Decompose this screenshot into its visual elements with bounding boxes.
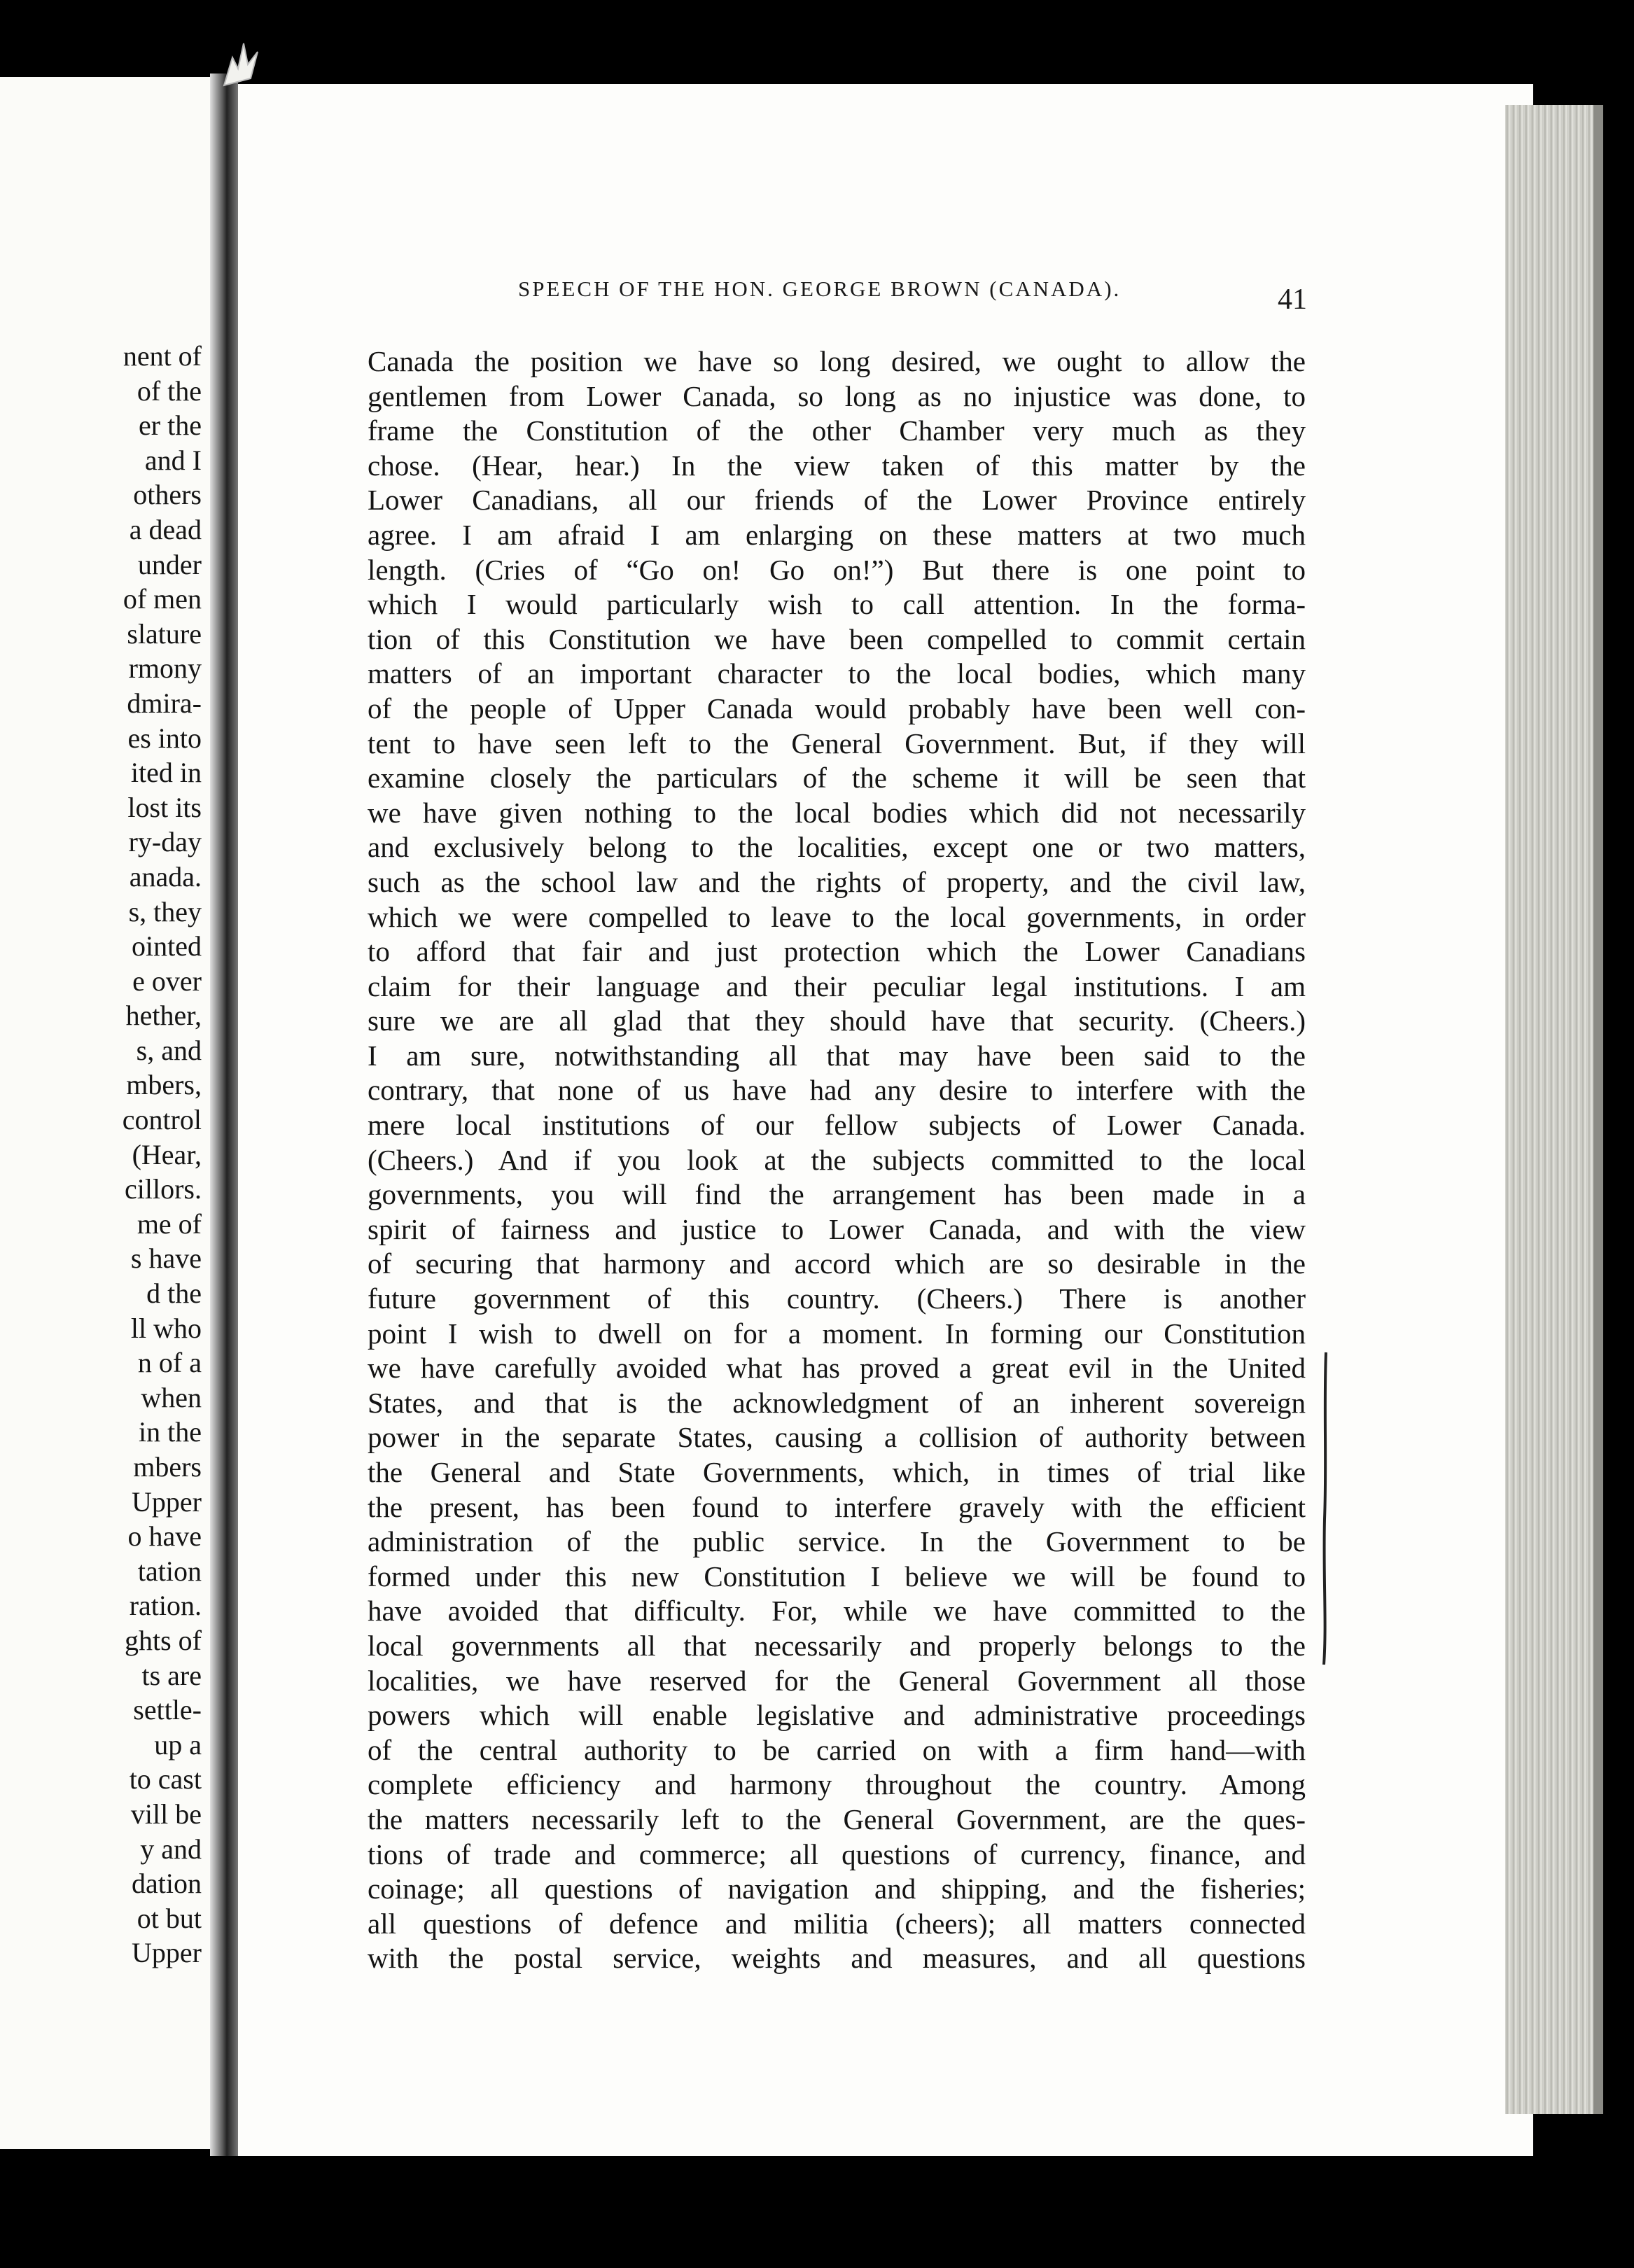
body-line: the matters necessarily left to the General Government, are the ques- — [368, 1802, 1306, 1835]
left-page-line: ration. — [129, 1590, 202, 1622]
left-page-line: nent of — [123, 340, 202, 372]
left-page-line: ry-day — [128, 826, 202, 858]
left-page-line: vill be — [130, 1798, 202, 1830]
left-page-line: of the — [137, 374, 202, 407]
body-line: which we were compelled to leave to the local governments, in order — [368, 900, 1306, 933]
body-line: the present, has been found to interfere gravely with the efficient — [368, 1490, 1306, 1523]
body-line: States, and that is the acknowledgment of an inherent sovereign — [368, 1386, 1306, 1419]
left-page-line: ts are — [141, 1659, 202, 1691]
left-page-line: in the — [139, 1416, 202, 1448]
body-line: the General and State Governments, which, in times of trial like — [368, 1456, 1306, 1488]
left-page-line: of men — [123, 583, 202, 615]
left-page-line: me of — [137, 1208, 202, 1240]
left-page-line: to cast — [129, 1763, 202, 1795]
body-line: power in the separate States, causing a collision of authority between — [368, 1421, 1306, 1454]
body-line: all questions of defence and militia (cheers); all matters connected — [368, 1907, 1306, 1940]
body-line: agree. I am afraid I am enlarging on these matters at two much — [368, 518, 1306, 551]
body-line: administration of the public service. In the Government to be — [368, 1525, 1306, 1558]
left-page-line: ghts of — [125, 1624, 202, 1656]
left-page-line: dation — [132, 1868, 202, 1900]
body-line: governments, you will find the arrangement has been made in a — [368, 1178, 1306, 1211]
left-page-line: Upper — [132, 1485, 202, 1518]
left-page-line: cillors. — [125, 1173, 202, 1205]
body-line: we have given nothing to the local bodies which did not necessarily — [368, 796, 1306, 829]
body-line: local governments all that necessarily and properly belongs to the — [368, 1629, 1306, 1662]
left-page-line: ointed — [132, 930, 202, 962]
body-line: of securing that harmony and accord which are so desirable in the — [368, 1247, 1306, 1280]
body-line: point I wish to dwell on for a moment. In forming our Constitution — [368, 1317, 1306, 1350]
left-page-line: Upper — [132, 1937, 202, 1969]
body-line: and exclusively belong to the localities, except one or two matters, — [368, 831, 1306, 864]
left-page-line: lost its — [127, 791, 202, 823]
body-line: powers which will enable legislative and administrative proceedings — [368, 1699, 1306, 1732]
body-line: Canada the position we have so long desired, we ought to allow the — [368, 345, 1306, 377]
body-line: (Cheers.) And if you look at the subjects committed to the local — [368, 1143, 1306, 1176]
body-line: examine closely the particulars of the scheme it will be seen that — [368, 762, 1306, 794]
left-page-line: ited in — [130, 757, 202, 789]
body-line: mere local institutions of our fellow subjects of Lower Canada. — [368, 1109, 1306, 1142]
left-page-line: e over — [132, 965, 202, 997]
body-line: Lower Canadians, all our friends of the Lower Province entirely — [368, 484, 1306, 517]
body-line: we have carefully avoided what has proved a great evil in the United — [368, 1352, 1306, 1385]
left-page-line: and I — [144, 444, 202, 476]
left-page-line: a dead — [129, 513, 202, 545]
page-edges — [1505, 105, 1603, 2114]
left-page-line: tation — [137, 1555, 202, 1587]
body-line: with the postal service, weights and measures, and all questions — [368, 1942, 1306, 1975]
left-page-line: ll who — [130, 1312, 202, 1344]
left-page-line: n of a — [137, 1347, 202, 1379]
left-page-text — [0, 339, 210, 1970]
body-line: formed under this new Constitution I believe we will be found to — [368, 1560, 1306, 1592]
left-page-line: anada. — [129, 860, 202, 892]
left-page-line: when — [141, 1381, 202, 1413]
left-page-line: others — [133, 479, 202, 511]
body-line: tent to have seen left to the General Government. But, if they will — [368, 727, 1306, 760]
left-page-line: s have — [130, 1242, 202, 1275]
book-gutter — [210, 74, 238, 2156]
left-page-line: under — [137, 548, 202, 580]
body-line: frame the Constitution of the other Chamber very much as they — [368, 414, 1306, 447]
left-page-line: y and — [140, 1833, 202, 1865]
left-page-line: (Hear, — [132, 1138, 202, 1170]
margin-mark — [1322, 1351, 1329, 1666]
left-page-line: control — [122, 1104, 202, 1136]
body-line: coinage; all questions of navigation and shipping, and the fisheries; — [368, 1872, 1306, 1905]
left-page-line: up a — [154, 1728, 202, 1760]
body-line: future government of this country. (Cheers.) There is another — [368, 1282, 1306, 1315]
body-line: complete efficiency and harmony throughout the country. Among — [368, 1768, 1306, 1801]
left-page-line: s, they — [128, 895, 202, 927]
body-line: which I would particularly wish to call attention. In the forma- — [368, 588, 1306, 621]
body-line: localities, we have reserved for the General Government all those — [368, 1664, 1306, 1697]
left-page-fragment — [0, 77, 210, 2149]
body-line: chose. (Hear, hear.) In the view taken of this matter by the — [368, 449, 1306, 482]
left-page-line: settle- — [133, 1694, 202, 1726]
body-text — [368, 344, 1306, 1976]
left-page-line: ot but — [137, 1902, 202, 1934]
body-line: to afford that fair and just protection which the Lower Canadians — [368, 935, 1306, 968]
body-line: I am sure, notwithstanding all that may have been said to the — [368, 1039, 1306, 1072]
body-line: tion of this Constitution we have been compelled to commit certain — [368, 622, 1306, 655]
body-line: such as the school law and the rights of property, and the civil law, — [368, 865, 1306, 898]
body-line: gentlemen from Lower Canada, so long as no injustice was done, to — [368, 379, 1306, 412]
left-page-line: rmony — [128, 652, 202, 685]
left-page-line: slature — [127, 617, 202, 650]
left-page-line: s, and — [136, 1034, 202, 1066]
left-page-line: es into — [127, 722, 202, 754]
body-line: tions of trade and commerce; all questions of currency, finance, and — [368, 1837, 1306, 1870]
body-line: claim for their language and their peculiar legal institutions. I am — [368, 969, 1306, 1002]
left-page-line: d the — [146, 1278, 202, 1310]
body-line: matters of an important character to the local bodies, which many — [368, 657, 1306, 690]
body-line: spirit of fairness and justice to Lower Canada, and with the view — [368, 1212, 1306, 1245]
body-line: contrary, that none of us have had any desire to interfere with the — [368, 1074, 1306, 1107]
left-page-line: o have — [127, 1520, 202, 1553]
body-line: have avoided that difficulty. For, while we have committed to the — [368, 1595, 1306, 1628]
left-page-line: mbers — [133, 1451, 202, 1483]
left-page-line: mbers, — [126, 1069, 202, 1101]
left-page-line: dmira- — [127, 687, 202, 719]
page-number: 41 — [1278, 284, 1307, 316]
body-line: sure we are all glad that they should have that security. (Cheers.) — [368, 1004, 1306, 1037]
body-line: of the central authority to be carried on with a firm hand—with — [368, 1733, 1306, 1766]
body-line: of the people of Upper Canada would probably have been well con- — [368, 692, 1306, 724]
running-head: SPEECH OF THE HON. GEORGE BROWN (CANADA). — [518, 276, 1122, 301]
left-page-line: hether, — [125, 1000, 202, 1032]
body-line: length. (Cries of “Go on! Go on!”) But there is one point to — [368, 553, 1306, 586]
left-page-line: er the — [139, 410, 202, 442]
